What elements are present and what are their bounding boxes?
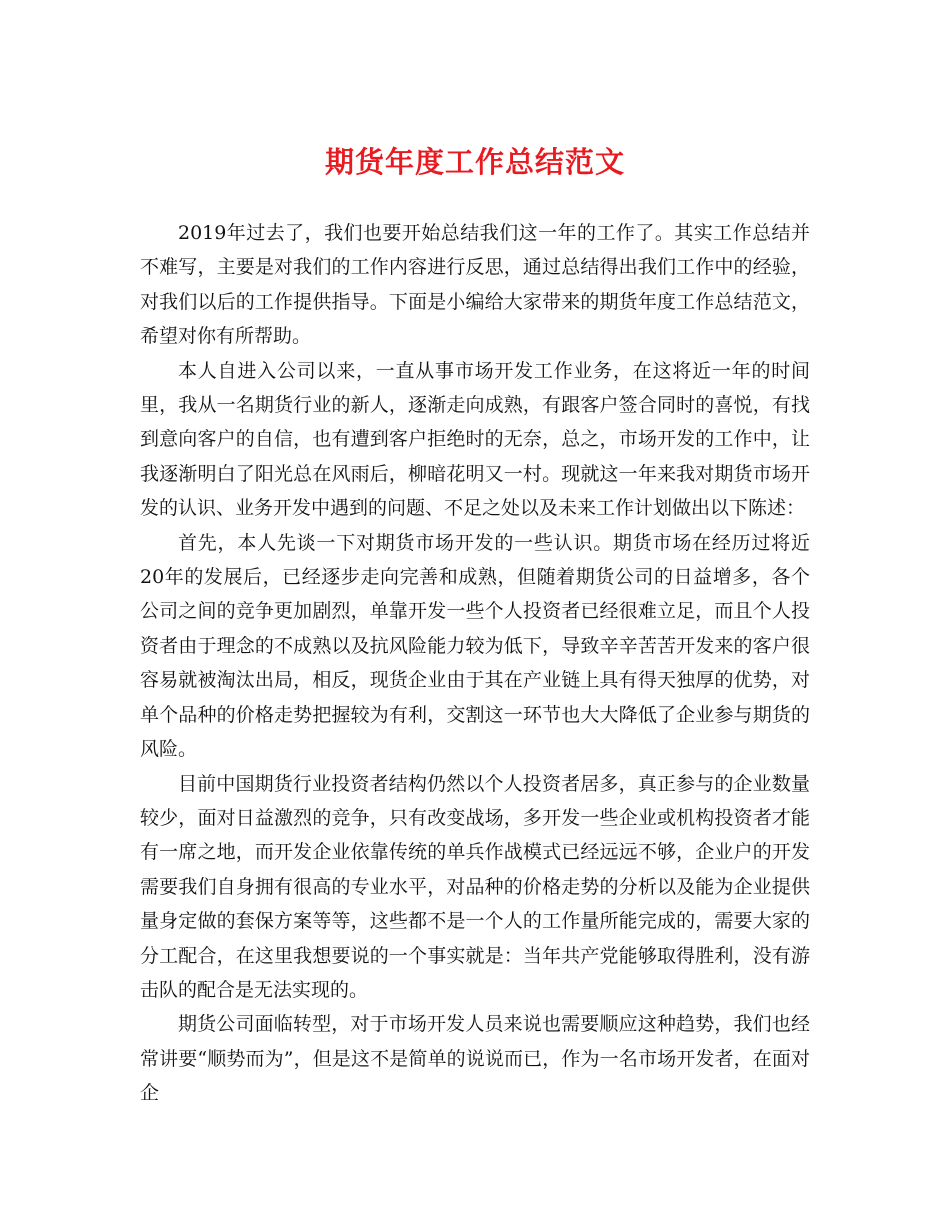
paragraph-5: 期货公司面临转型，对于市场开发人员来说也需要顺应这种趋势，我们也经常讲要“顺势而为”，但是这不是简单的说说而已，作为一名市场开发者，在面对企 <box>140 1013 810 1105</box>
paragraph-3: 首先，本人先谈一下对期货市场开发的一些认识。期货市场在经历过将近20年的发展后，已经逐步走向完善和成熟，但随着期货公司的日益增多，各个公司之间的竞争更加剧烈，单靠开发一些个人投资者已经很难立足，而且个人投资者由于理念的不成熟以及抗风险能力较为低下，导致辛辛苦苦开发来的客户很容易就被淘汰出局，相反，现货企业由于其在产业链上具有得天独厚的优势，对单个品种的价格走势把握较为有利，交割这一环节也大大降低了企业参与期货的风险。 <box>140 531 810 761</box>
paragraph-1: 2019年过去了，我们也要开始总结我们这一年的工作了。其实工作总结并不难写，主要是对我们的工作内容进行反思，通过总结得出我们工作中的经验，对我们以后的工作提供指导。下面是小编给大家带来的期货年度工作总结范文，希望对你有所帮助。 <box>140 222 810 348</box>
paragraph-2: 本人自进入公司以来，一直从事市场开发工作业务，在这将近一年的时间里，我从一名期货行业的新人，逐渐走向成熟，有跟客户签合同时的喜悦，有找到意向客户的自信，也有遭到客户拒绝时的无奈，总之，市场开发的工作中，让我逐渐明白了阳光总在风雨后，柳暗花明又一村。现就这一年来我对期货市场开发的认识、业务开发中遇到的问题、不足之处以及未来工作计划做出以下陈述： <box>140 359 810 520</box>
document-title: 期货年度工作总结范文 <box>324 145 625 179</box>
document-body <box>140 216 810 1111</box>
paragraph-4: 目前中国期货行业投资者结构仍然以个人投资者居多，真正参与的企业数量较少，面对日益激烈的竞争，只有改变战场，多开发一些企业或机构投资者才能有一席之地，而开发企业依靠传统的单兵作战模式已经远远不够，企业户的开发需要我们自身拥有很高的专业水平，对品种的价格走势的分析以及能为企业提供量身定做的套保方案等等，这些都不是一个人的工作量所能完成的，需要大家的分工配合，在这里我想要说的一个事实就是：当年共产党能够取得胜利，没有游击队的配合是无法实现的。 <box>140 772 810 1001</box>
